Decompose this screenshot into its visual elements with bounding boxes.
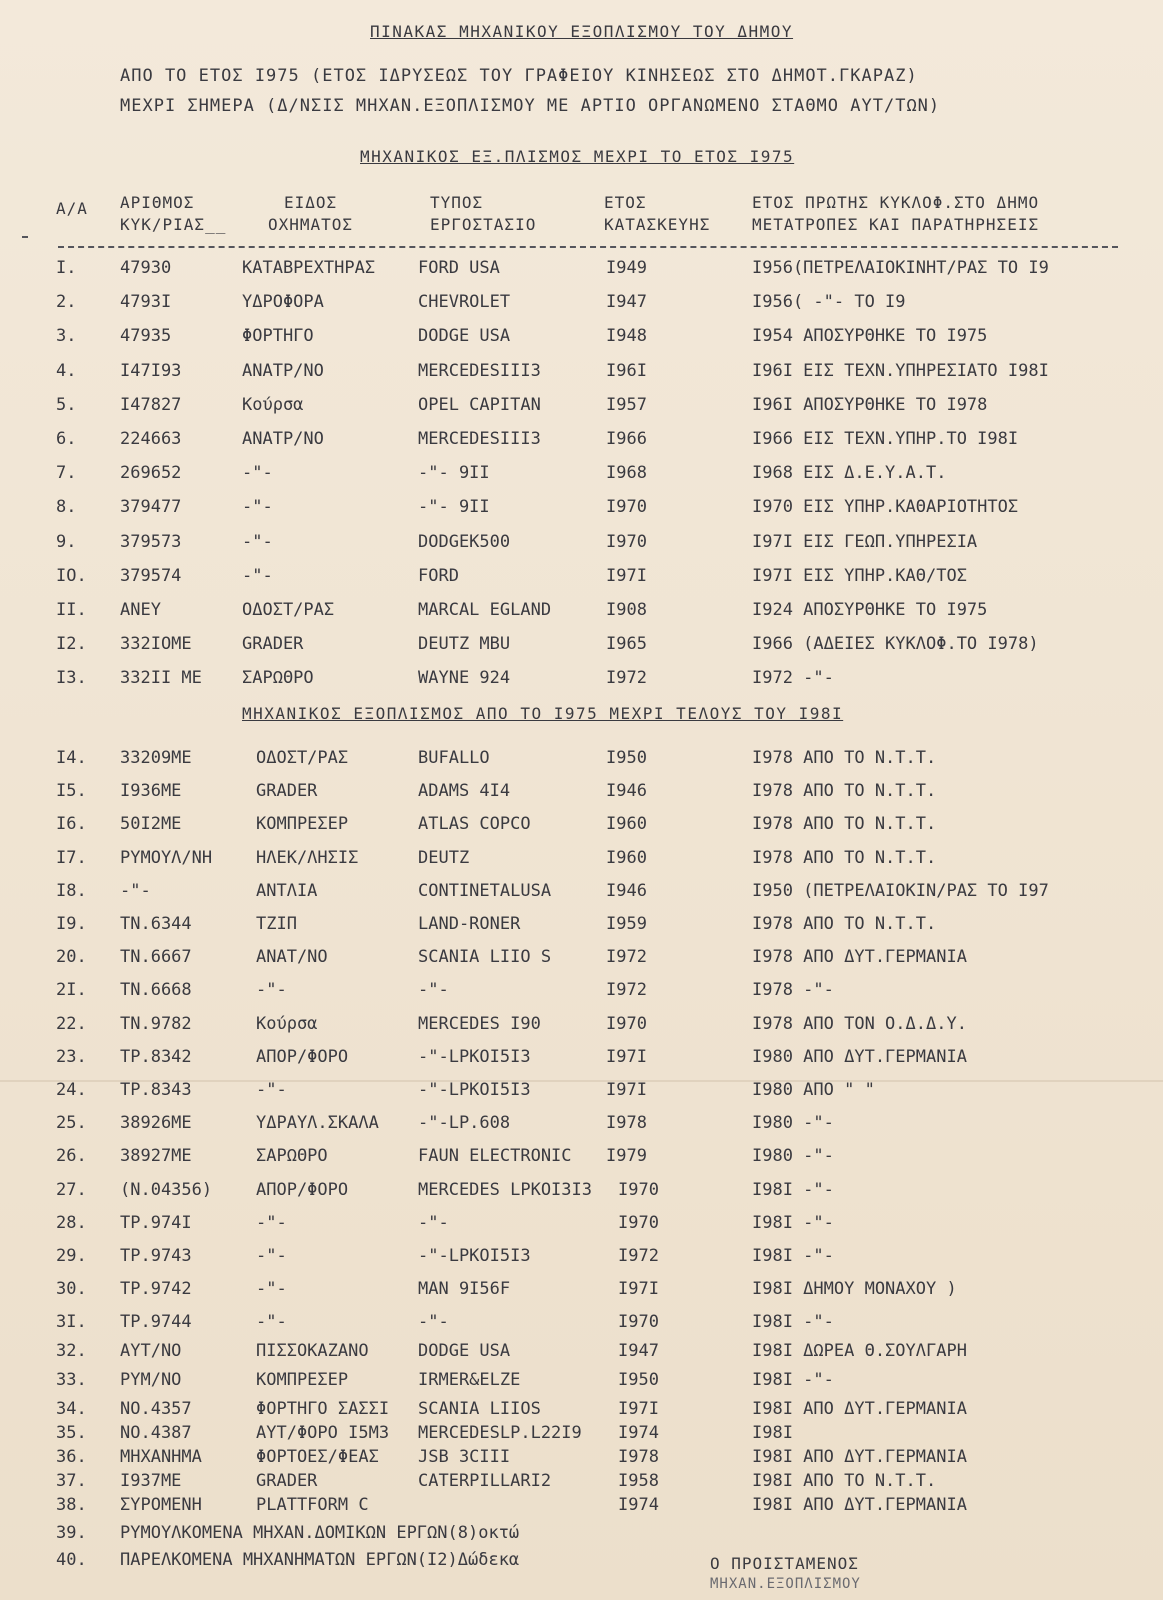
cell-plate: ΡΥΜΟΥΛ/ΝΗ (120, 847, 213, 868)
cell-year: Ι947 (618, 1341, 659, 1362)
cell-notes: Ι978 ΑΠΟ ΤΟ Ν.Τ.Τ. (752, 814, 937, 835)
section-heading-2: ΜΗΧΑΝΙΚΟΣ ΕΞΟΠΛΙΣΜΟΣ ΑΠΟ ΤΟ Ι975 ΜΕΧΡΙ ΤΕΛΟΥΣ ΤΟΥ Ι98Ι (242, 704, 844, 723)
table-row (0, 532, 1163, 562)
cell-make: MAN 9Ι56F (418, 1279, 511, 1300)
cell-plate: 50Ι2ΜΕ (120, 814, 182, 835)
cell-vehicle-type: ΟΔΟΣΤ/ΡΑΣ (256, 748, 349, 768)
table-row (0, 1370, 1163, 1400)
cell-vehicle-type: ΤΖΙΠ (256, 914, 297, 934)
cell-plate: ΤΡ.8342 (120, 1046, 192, 1067)
cell-make: MERCEDESΙΙΙ3 (418, 360, 541, 381)
table-row (0, 463, 1163, 493)
cell-year: Ι946 (606, 880, 647, 901)
cell-year: Ι908 (606, 600, 647, 620)
cell-vehicle-type: -"- (256, 1312, 287, 1333)
cell-make: ATLAS COPCO (418, 814, 531, 835)
cell-make: FORD USA (418, 258, 500, 278)
cell-make: ADAMS 4Ι4 (418, 781, 511, 802)
cell-make: BUFALLO (418, 748, 490, 768)
cell-notes: Ι98Ι -"- (752, 1312, 834, 1333)
table-row (0, 429, 1163, 459)
table-row (0, 814, 1163, 844)
cell-notes: Ι98Ι ΑΠΟ ΔΥΤ.ΓΕΡΜΑΝΙΑ (752, 1495, 967, 1516)
cell-notes: Ι978 ΑΠΟ ΤΟ Ν.Τ.Τ. (752, 781, 937, 802)
cell-plate: 379574 (120, 565, 182, 586)
cell-year: Ι972 (606, 668, 647, 689)
cell-make: DODGE USA (418, 326, 511, 347)
cell-plate: ΡΥΜ/ΝΟ (120, 1370, 182, 1391)
cell-vehicle-type: ΦΟΡΤΗΓΟ (242, 326, 314, 347)
cell-number: 24. (56, 1080, 87, 1100)
cell-notes: Ι978 ΑΠΟ ΤΟΝ Ο.Δ.Δ.Υ. (752, 1013, 967, 1034)
footer-line-39: 39. ΡΥΜΟΥΛΚΟΜΕΝΑ ΜΗΧΑΝ.ΔΟΜΙΚΩΝ ΕΡΓΩΝ(8)οκτώ (56, 1523, 520, 1543)
cell-plate: ΣΥΡΟΜΕΝΗ (120, 1495, 202, 1516)
cell-plate: 47930 (120, 258, 172, 278)
cell-notes: Ι978 ΑΠΟ ΤΟ Ν.Τ.Τ. (752, 914, 937, 934)
cell-notes: Ι950 (ΠΕΤΡΕΛΑΙΟΚΙΝ/ΡΑΣ ΤΟ Ι97 (752, 880, 1049, 901)
cell-plate: Ι937ΜΕ (120, 1471, 182, 1492)
cell-number: 20. (56, 947, 87, 968)
cell-year: Ι97Ι (606, 1080, 647, 1100)
cell-vehicle-type: ΑΝΑΤΡ/ΝΟ (242, 360, 324, 381)
cell-plate: -"- (120, 880, 151, 901)
cell-plate: 4793Ι (120, 292, 172, 313)
intro-line-2: ΜΕΧΡΙ ΣΗΜΕΡΑ (Δ/ΝΣΙΣ ΜΗΧΑΝ.ΕΞΟΠΛΙΣΜΟΥ ΜΕ ΑΡΤΙΟ ΟΡΓΑΝΩΜΕΝΟ ΣΤΑΘΜΟ ΑΥΤ/ΤΩΝ) (120, 96, 941, 116)
cell-year: Ι958 (618, 1471, 659, 1492)
cell-number: 38. (56, 1495, 87, 1516)
cell-notes: Ι98Ι ΔΩΡΕΑ Θ.ΣΟΥΛΓΑΡΗ (752, 1341, 967, 1362)
cell-plate: ΤΝ.6668 (120, 980, 192, 1001)
cell-make: -"- (418, 1312, 449, 1333)
cell-year: Ι970 (606, 531, 647, 552)
cell-number: 26. (56, 1146, 87, 1167)
table-row (0, 497, 1163, 527)
cell-vehicle-type: ΚΑΤΑΒΡΕΧΤΗΡΑΣ (242, 258, 376, 278)
cell-number: 6. (56, 429, 77, 449)
cell-vehicle-type: -"- (256, 1279, 287, 1300)
cell-vehicle-type: ΥΔΡΑΥΛ.ΣΚΑΛΑ (256, 1113, 379, 1134)
cell-year: Ι974 (618, 1423, 659, 1444)
table-row (0, 1246, 1163, 1276)
cell-number: 37. (56, 1471, 87, 1492)
table-row (0, 1080, 1163, 1110)
cell-vehicle-type: -"- (256, 1212, 287, 1233)
cell-plate: ΤΡ.9744 (120, 1312, 192, 1333)
cell-plate: Ι47827 (120, 394, 182, 415)
cell-year: Ι97Ι (606, 565, 647, 586)
cell-plate: 33209ΜΕ (120, 748, 192, 768)
cell-year: Ι950 (606, 748, 647, 768)
cell-notes: Ι956(ΠΕΤΡΕΛΑΙΟΚΙΝΗΤ/ΡΑΣ ΤΟ Ι9 (752, 258, 1049, 278)
cell-vehicle-type: ΦΟΡΤΟΕΣ/ΦΕΑΣ (256, 1447, 379, 1468)
cell-vehicle-type: ΦΟΡΤΗΓΟ ΣΑΣΣΙ (256, 1399, 390, 1420)
cell-notes: Ι972 -"- (752, 668, 834, 689)
cell-plate: ΤΝ.6667 (120, 947, 192, 968)
cell-year: Ι946 (606, 781, 647, 802)
header-type: ΕΙΔΟΣ ΟΧΗΜΑΤΟΣ (268, 193, 354, 234)
cell-number: Ι8. (56, 880, 87, 901)
cell-vehicle-type: ΑΠΟΡ/ΦΟΡΟ (256, 1046, 349, 1067)
cell-year: Ι979 (606, 1146, 647, 1167)
cell-number: 34. (56, 1399, 87, 1420)
cell-notes: Ι98Ι ΑΠΟ ΤΟ Ν.Τ.Τ. (752, 1471, 937, 1492)
signature-subtitle: ΜΗΧΑΝ.ΕΞΟΠΛΙΣΜΟΥ (710, 1576, 861, 1592)
cell-notes: Ι98Ι -"- (752, 1179, 834, 1200)
table-row (0, 1279, 1163, 1309)
cell-make: MERCEDES LPKOΙ3Ι3 (418, 1179, 592, 1200)
cell-year: Ι97Ι (618, 1279, 659, 1300)
cell-number: 3Ι. (56, 1312, 87, 1333)
cell-make: -"- (418, 1212, 449, 1233)
footer-line-40: 40. ΠΑΡΕΛΚΟΜΕΝΑ ΜΗΧΑΝΗΜΑΤΩΝ ΕΡΓΩΝ(Ι2)Δώδεκα (56, 1550, 520, 1570)
cell-plate: ΤΡ.8343 (120, 1080, 192, 1100)
cell-number: ΙΟ. (56, 565, 87, 586)
cell-number: 36. (56, 1447, 87, 1468)
table-row (0, 1312, 1163, 1342)
cell-year: Ι96Ι (606, 360, 647, 381)
cell-notes: Ι96Ι ΕΙΣ ΤΕΧΝ.ΥΠΗΡΕΣΙΑΤΟ Ι98Ι (752, 360, 1049, 381)
cell-notes: Ι98Ι ΔΗΜΟΥ ΜΟΝΑΧΟΥ ) (752, 1279, 957, 1300)
cell-year: Ι957 (606, 394, 647, 415)
section-heading-1: ΜΗΧΑΝΙΚΟΣ ΕΞ.ΠΛΙΣΜΟΣ ΜΕΧΡΙ ΤΟ ΕΤΟΣ Ι975 (360, 147, 795, 166)
cell-year: Ι970 (606, 1013, 647, 1034)
cell-vehicle-type: ΣΑΡΩΘΡΟ (256, 1146, 328, 1167)
cell-year: Ι959 (606, 914, 647, 934)
cell-number: Ι2. (56, 634, 87, 655)
cell-notes: Ι978 ΑΠΟ ΤΟ Ν.Τ.Τ. (752, 847, 937, 868)
cell-plate: 332ΙΟΜΕ (120, 634, 192, 655)
cell-vehicle-type: ΑΥΤ/ΦΟΡΟ Ι5Μ3 (256, 1423, 390, 1444)
table-row (0, 1113, 1163, 1143)
header-make: ΤΥΠΟΣ ΕΡΓΟΣΤΑΣΙΟ (430, 193, 537, 234)
cell-make: CONTINETALUSA (418, 880, 552, 901)
table-row (0, 1180, 1163, 1210)
cell-number: Ι5. (56, 781, 87, 802)
cell-make: SCANIA LΙΙΟS (418, 1399, 541, 1420)
cell-year: Ι97Ι (618, 1399, 659, 1420)
cell-make: LAND-RONER (418, 914, 521, 934)
cell-plate: 38927ΜΕ (120, 1146, 192, 1167)
cell-vehicle-type: -"- (242, 463, 273, 484)
cell-notes: Ι97Ι ΕΙΣ ΓΕΩΠ.ΥΠΗΡΕΣΙΑ (752, 531, 978, 552)
table-row (0, 1213, 1163, 1243)
cell-vehicle-type: -"- (242, 565, 273, 586)
header-year: ΕΤΟΣ ΚΑΤΑΣΚΕΥΗΣ (604, 193, 711, 234)
table-row (0, 980, 1163, 1010)
cell-number: 3. (56, 326, 77, 347)
cell-make: JSB 3CΙΙΙ (418, 1447, 511, 1468)
cell-vehicle-type: ΣΑΡΩΘΡΟ (242, 668, 314, 689)
cell-year: Ι960 (606, 814, 647, 835)
cell-year: Ι966 (606, 429, 647, 449)
cell-notes: Ι980 ΑΠΟ " " (752, 1080, 875, 1100)
cell-vehicle-type: ΥΔΡΟΦΟΡΑ (242, 292, 324, 313)
cell-vehicle-type: PLATTFORM C (256, 1495, 369, 1516)
cell-make: SCANIA LΙΙΟ S (418, 947, 552, 968)
cell-notes: Ι98Ι -"- (752, 1212, 834, 1233)
cell-number: 2Ι. (56, 980, 87, 1001)
cell-notes: Ι970 ΕΙΣ ΥΠΗΡ.ΚΑΘΑΡΙΟΤΗΤΟΣ (752, 497, 1019, 518)
cell-year: Ι970 (618, 1179, 659, 1200)
cell-plate: ΤΝ.6344 (120, 914, 192, 934)
cell-year: Ι970 (618, 1212, 659, 1233)
cell-number: Ι9. (56, 914, 87, 934)
cell-make: MERCEDESΙΙΙ3 (418, 429, 541, 449)
cell-notes: Ι956( -"- ΤΟ Ι9 (752, 292, 906, 313)
cell-vehicle-type: -"- (242, 531, 273, 552)
cell-make: DODGEK500 (418, 531, 511, 552)
cell-notes: Ι98Ι (752, 1423, 793, 1444)
table-row (0, 395, 1163, 425)
cell-make: -"-LPKOΙ5Ι3 (418, 1080, 531, 1100)
cell-plate: ΤΡ.9743 (120, 1246, 192, 1266)
cell-number: 7. (56, 463, 77, 484)
cell-notes: Ι96Ι ΑΠΟΣΥΡΘΗΚΕ ΤΟ Ι978 (752, 394, 988, 415)
cell-notes: Ι978 ΑΠΟ ΔΥΤ.ΓΕΡΜΑΝΙΑ (752, 947, 967, 968)
header-notes: ΕΤΟΣ ΠΡΩΤΗΣ ΚΥΚΛΟΦ.ΣΤΟ ΔΗΜΟ ΜΕΤΑΤΡΟΠΕΣ ΚΑΙ ΠΑΡΑΤΗΡΗΣΕΙΣ (752, 193, 1040, 234)
cell-number: 35. (56, 1423, 87, 1444)
cell-vehicle-type: -"- (256, 1246, 287, 1266)
cell-year: Ι978 (618, 1447, 659, 1468)
cell-plate: 47935 (120, 326, 172, 347)
cell-plate: 332ΙΙ ΜΕ (120, 668, 202, 689)
cell-year: Ι970 (618, 1312, 659, 1333)
table-row (0, 566, 1163, 596)
table-row (0, 1047, 1163, 1077)
cell-notes: Ι980 -"- (752, 1146, 834, 1167)
table-row (0, 848, 1163, 878)
table-row (0, 1146, 1163, 1176)
header-plate: ΑΡΙΘΜΟΣ ΚΥΚ/ΡΙΑΣ__ (120, 193, 227, 234)
cell-plate: ΝΟ.4387 (120, 1423, 192, 1444)
cell-make: IRMER&ELZE (418, 1370, 521, 1391)
document-title: ΠΙΝΑΚΑΣ ΜΗΧΑΝΙΚΟΥ ΕΞΟΠΛΙΣΜΟΥ ΤΟΥ ΔΗΜΟΥ (370, 22, 794, 41)
cell-number: 29. (56, 1246, 87, 1266)
cell-number: 32. (56, 1341, 87, 1362)
cell-vehicle-type: ΑΠΟΡ/ΦΟΡΟ (256, 1179, 349, 1200)
cell-year: Ι947 (606, 292, 647, 313)
cell-year: Ι972 (606, 980, 647, 1001)
table-row (0, 1014, 1163, 1044)
table-row (0, 748, 1163, 778)
table-row (0, 881, 1163, 911)
table-row (0, 668, 1163, 698)
cell-vehicle-type: Κούρσα (256, 1013, 318, 1034)
cell-vehicle-type: ΚΟΜΠΡΕΣΕΡ (256, 814, 349, 835)
cell-vehicle-type: GRADER (242, 634, 304, 655)
cell-notes: Ι98Ι ΑΠΟ ΔΥΤ.ΓΕΡΜΑΝΙΑ (752, 1447, 967, 1468)
table-row (0, 634, 1163, 664)
table-row (0, 1495, 1163, 1525)
cell-vehicle-type: GRADER (256, 1471, 318, 1492)
cell-make: MERCEDESLP.L22Ι9 (418, 1423, 582, 1444)
cell-plate: ΑΥΤ/ΝΟ (120, 1341, 182, 1362)
cell-make: -"- 9ΙΙ (418, 497, 490, 518)
cell-notes: Ι968 ΕΙΣ Δ.Ε.Υ.Α.Τ. (752, 463, 947, 484)
table-row (0, 1341, 1163, 1371)
cell-notes: Ι966 ΕΙΣ ΤΕΧΝ.ΥΠΗΡ.ΤΟ Ι98Ι (752, 429, 1019, 449)
cell-vehicle-type: Κούρσα (242, 394, 304, 415)
cell-vehicle-type: ΠΙΣΣΟΚΑΖΑΝΟ (256, 1341, 369, 1362)
margin-mark (22, 236, 28, 238)
cell-year: Ι97Ι (606, 1046, 647, 1067)
cell-number: 8. (56, 497, 77, 518)
cell-year: Ι960 (606, 847, 647, 868)
cell-year: Ι950 (618, 1370, 659, 1391)
cell-plate: ΤΝ.9782 (120, 1013, 192, 1034)
cell-number: 9. (56, 531, 77, 552)
cell-make: MARCAL EGLAND (418, 600, 552, 620)
cell-make: OPEL CAPITAN (418, 394, 541, 415)
cell-make: WAYNE 924 (418, 668, 511, 689)
cell-make: -"-LPKOΙ5Ι3 (418, 1246, 531, 1266)
cell-plate: (Ν.04356) (120, 1179, 213, 1200)
cell-make: -"- (418, 980, 449, 1001)
cell-number: 5. (56, 394, 77, 415)
cell-number: 27. (56, 1179, 87, 1200)
cell-notes: Ι978 -"- (752, 980, 834, 1001)
cell-plate: ΤΡ.974Ι (120, 1212, 192, 1233)
cell-vehicle-type: ΑΝΤΛΙΑ (256, 880, 318, 901)
cell-make: DODGE USA (418, 1341, 511, 1362)
cell-year: Ι972 (606, 947, 647, 968)
header-no: Α/Α (56, 199, 88, 218)
cell-make: -"-LPKOΙ5Ι3 (418, 1046, 531, 1067)
header-rule (58, 246, 1118, 248)
cell-make: FORD (418, 565, 459, 586)
cell-plate: ΝΟ.4357 (120, 1399, 192, 1420)
intro-line-1: ΑΠΟ ΤΟ ΕΤΟΣ Ι975 (ΕΤΟΣ ΙΔΡΥΣΕΩΣ ΤΟΥ ΓΡΑΦΕΙΟΥ ΚΙΝΗΣΕΩΣ ΣΤΟ ΔΗΜΟΤ.ΓΚΑΡΑΖ) (120, 66, 918, 86)
cell-notes: Ι978 ΑΠΟ ΤΟ Ν.Τ.Τ. (752, 748, 937, 768)
cell-number: Ι. (56, 258, 77, 278)
cell-vehicle-type: -"- (242, 497, 273, 518)
cell-number: Ι7. (56, 847, 87, 868)
cell-year: Ι949 (606, 258, 647, 278)
cell-number: 25. (56, 1113, 87, 1134)
cell-notes: Ι98Ι ΑΠΟ ΔΥΤ.ΓΕΡΜΑΝΙΑ (752, 1399, 967, 1420)
cell-year: Ι948 (606, 326, 647, 347)
cell-plate: 269652 (120, 463, 182, 484)
cell-notes: Ι954 ΑΠΟΣΥΡΘΗΚΕ ΤΟ Ι975 (752, 326, 988, 347)
cell-notes: Ι980 -"- (752, 1113, 834, 1134)
cell-vehicle-type: ΚΟΜΠΡΕΣΕΡ (256, 1370, 349, 1391)
table-row (0, 914, 1163, 944)
cell-plate: ΑΝΕΥ (120, 600, 161, 620)
cell-number: 33. (56, 1370, 87, 1391)
cell-year: Ι968 (606, 463, 647, 484)
cell-notes: Ι97Ι ΕΙΣ ΥΠΗΡ.ΚΑΘ/ΤΟΣ (752, 565, 967, 586)
cell-number: 4. (56, 360, 77, 381)
table-row (0, 361, 1163, 391)
cell-make: MERCEDES Ι90 (418, 1013, 541, 1034)
table-row (0, 947, 1163, 977)
cell-number: 2. (56, 292, 77, 313)
cell-vehicle-type: -"- (256, 980, 287, 1001)
signature-title: Ο ΠΡΟΙΣΤΑΜΕΝΟΣ (710, 1554, 859, 1573)
cell-number: 22. (56, 1013, 87, 1034)
cell-year: Ι972 (618, 1246, 659, 1266)
cell-notes: Ι924 ΑΠΟΣΥΡΘΗΚΕ ΤΟ Ι975 (752, 600, 988, 620)
cell-make: DEUTZ (418, 847, 470, 868)
cell-plate: 224663 (120, 429, 182, 449)
cell-make: -"-LP.608 (418, 1113, 511, 1134)
cell-plate: 38926ΜΕ (120, 1113, 192, 1134)
cell-number: ΙΙ. (56, 600, 87, 620)
cell-plate: Ι936ΜΕ (120, 781, 182, 802)
cell-notes: Ι98Ι -"- (752, 1246, 834, 1266)
table-row (0, 258, 1163, 288)
cell-year: Ι978 (606, 1113, 647, 1134)
cell-make: CHEVROLET (418, 292, 511, 313)
cell-make: DEUTZ MBU (418, 634, 511, 655)
cell-number: 30. (56, 1279, 87, 1300)
cell-number: 28. (56, 1212, 87, 1233)
cell-number: Ι3. (56, 668, 87, 689)
cell-notes: Ι98Ι -"- (752, 1370, 834, 1391)
table-row (0, 781, 1163, 811)
cell-number: 23. (56, 1046, 87, 1067)
cell-plate: 379477 (120, 497, 182, 518)
cell-vehicle-type: GRADER (256, 781, 318, 802)
table-row (0, 292, 1163, 322)
cell-year: Ι965 (606, 634, 647, 655)
cell-number: Ι4. (56, 748, 87, 768)
cell-notes: Ι980 ΑΠΟ ΔΥΤ.ΓΕΡΜΑΝΙΑ (752, 1046, 967, 1067)
cell-year: Ι974 (618, 1495, 659, 1516)
cell-notes: Ι966 (ΑΔΕΙΕΣ ΚΥΚΛΟΦ.ΤΟ Ι978) (752, 634, 1039, 655)
cell-vehicle-type: ΟΔΟΣΤ/ΡΑΣ (242, 600, 335, 620)
cell-vehicle-type: ΗΛΕΚ/ΛΗΣΙΣ (256, 847, 359, 868)
cell-year: Ι970 (606, 497, 647, 518)
cell-plate: ΜΗΧΑΝΗΜΑ (120, 1447, 202, 1468)
cell-plate: 379573 (120, 531, 182, 552)
cell-make: -"- 9ΙΙ (418, 463, 490, 484)
table-row (0, 600, 1163, 630)
cell-make: CATERPILLARΙ2 (418, 1471, 552, 1492)
cell-number: Ι6. (56, 814, 87, 835)
cell-vehicle-type: ΑΝΑΤ/ΝΟ (256, 947, 328, 968)
cell-vehicle-type: -"- (256, 1080, 287, 1100)
cell-plate: ΤΡ.9742 (120, 1279, 192, 1300)
cell-make: FAUN ELECTRONIC (418, 1146, 572, 1167)
cell-plate: Ι47Ι93 (120, 360, 182, 381)
cell-vehicle-type: ΑΝΑΤΡ/ΝΟ (242, 429, 324, 449)
table-row (0, 326, 1163, 356)
